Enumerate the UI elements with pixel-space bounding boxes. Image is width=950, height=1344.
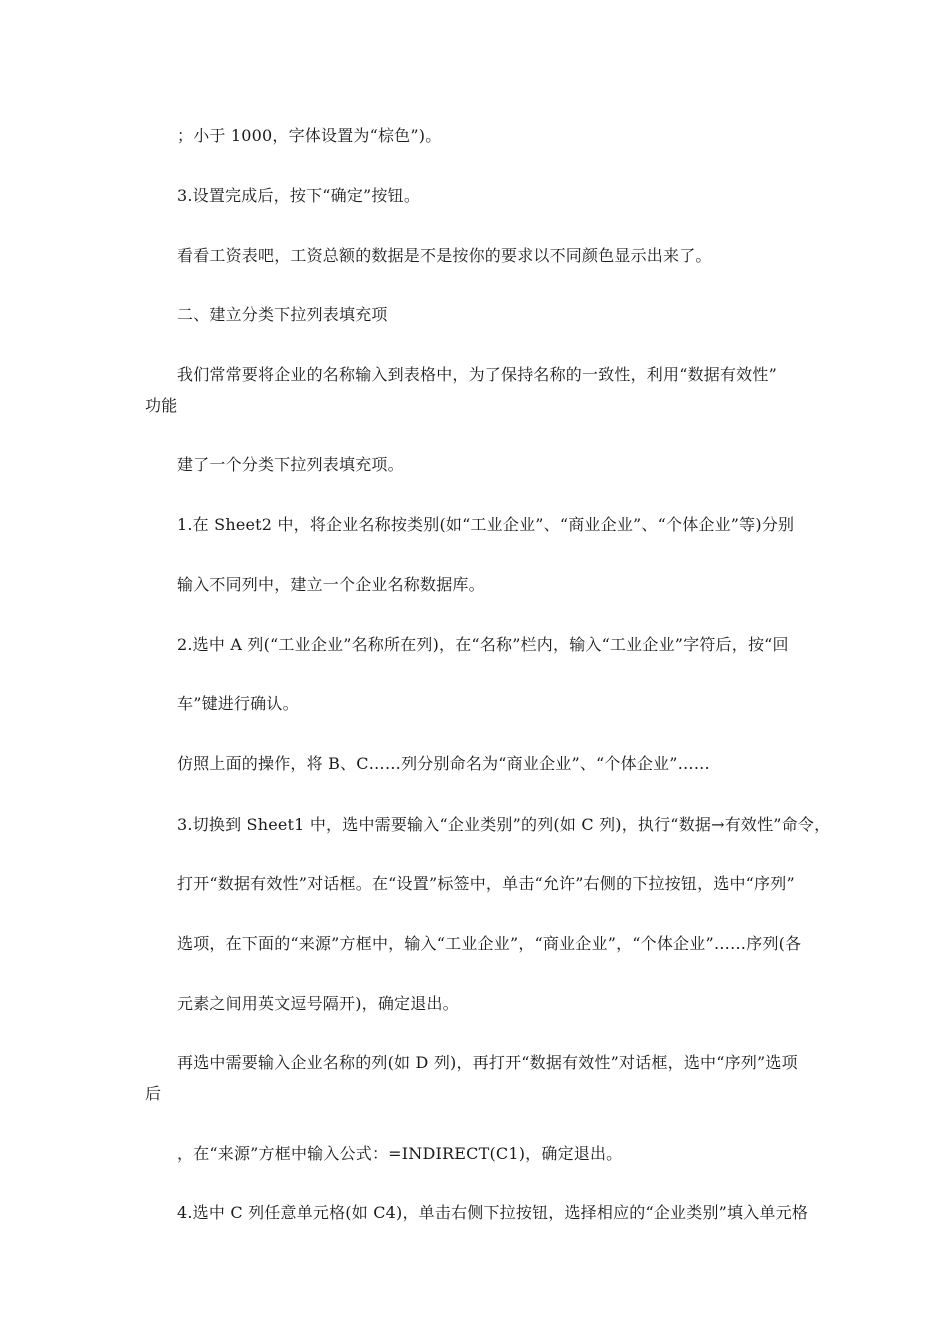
text-line: 我们常常要将企业的名称输入到表格中，为了保持名称的一致性，利用“数据有效性” <box>177 365 777 384</box>
text-line: 功能 <box>145 396 178 415</box>
text-line: 仿照上面的操作，将 B、C……列分别命名为“商业企业”、“个体企业”…… <box>177 754 711 773</box>
text-line: 车”键进行确认。 <box>177 694 299 713</box>
text-line: 打开“数据有效性”对话框。在“设置”标签中，单击“允许”右侧的下拉按钮，选中“序列” <box>177 874 795 893</box>
text-line: 1.在 Sheet2 中，将企业名称按类别(如“工业企业”、“商业企业”、“个体企业”等)分别 <box>177 515 795 534</box>
text-line: 2.选中 A 列(“工业企业”名称所在列)，在“名称”栏内，输入“工业企业”字符后，按“回 <box>177 635 789 654</box>
section-heading: 二、建立分类下拉列表填充项 <box>177 305 388 324</box>
text-line: 3.切换到 Sheet1 中，选中需要输入“企业类别”的列(如 C 列)，执行“数据→有效性”命令， <box>177 815 831 834</box>
text-line: 4.选中 C 列任意单元格(如 C4)，单击右侧下拉按钮，选择相应的“企业类别”填入单元格 <box>177 1203 809 1222</box>
text-line: 选项，在下面的“来源”方框中，输入“工业企业”，“商业企业”，“个体企业”……序列(各 <box>177 934 802 953</box>
text-line: 看看工资表吧，工资总额的数据是不是按你的要求以不同颜色显示出来了。 <box>177 246 712 265</box>
text-line: 元素之间用英文逗号隔开)，确定退出。 <box>177 994 459 1013</box>
text-line: ；小于 1000，字体设置为“棕色”)。 <box>177 126 442 145</box>
text-line: 建了一个分类下拉列表填充项。 <box>177 455 404 474</box>
text-line: ，在“来源”方框中输入公式：=INDIRECT(C1)，确定退出。 <box>177 1144 623 1163</box>
text-line: 3.设置完成后，按下“确定”按钮。 <box>177 186 421 205</box>
text-line: 再选中需要输入企业名称的列(如 D 列)，再打开“数据有效性”对话框，选中“序列”选项 <box>177 1053 798 1072</box>
text-line: 输入不同列中，建立一个企业名称数据库。 <box>177 575 485 594</box>
text-line: 后 <box>145 1084 162 1103</box>
